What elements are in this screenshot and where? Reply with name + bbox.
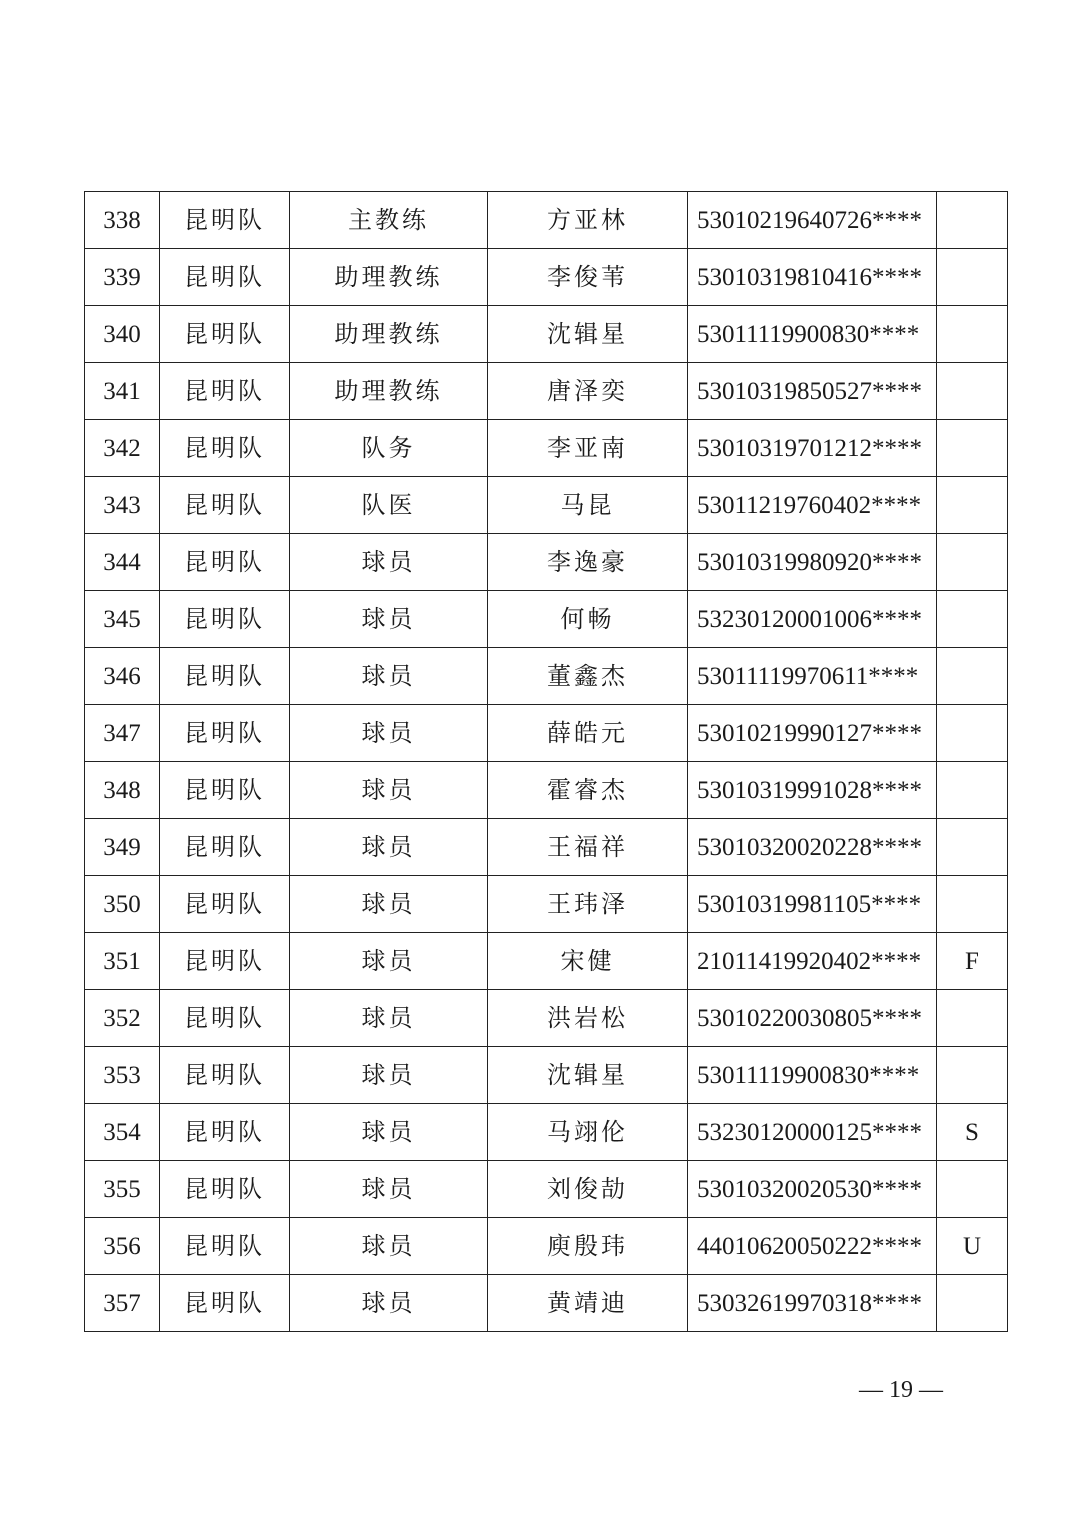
table-row [85, 591, 1008, 648]
remark-cell [937, 420, 1008, 477]
id-number-cell: 53230120000125**** [688, 1104, 937, 1161]
team-cell: 昆明队 [160, 192, 290, 249]
table-row [85, 876, 1008, 933]
id-number-cell: 21011419920402**** [688, 933, 937, 990]
team-cell: 昆明队 [160, 1104, 290, 1161]
table-row [85, 420, 1008, 477]
role-cell: 球员 [290, 1047, 488, 1104]
role-cell: 球员 [290, 762, 488, 819]
role-cell: 球员 [290, 648, 488, 705]
id-number-cell: 53010319981105**** [688, 876, 937, 933]
role-cell: 球员 [290, 1218, 488, 1275]
table-row [85, 1218, 1008, 1275]
team-cell: 昆明队 [160, 648, 290, 705]
table-row [85, 819, 1008, 876]
table-row [85, 990, 1008, 1047]
table-row [85, 1047, 1008, 1104]
team-cell: 昆明队 [160, 591, 290, 648]
role-cell: 球员 [290, 1275, 488, 1332]
person-name-cell: 董鑫杰 [488, 648, 688, 705]
team-cell: 昆明队 [160, 306, 290, 363]
row-number-cell: 354 [85, 1104, 160, 1161]
row-number-cell: 346 [85, 648, 160, 705]
id-number-cell: 44010620050222**** [688, 1218, 937, 1275]
remark-cell [937, 990, 1008, 1047]
row-number-cell: 351 [85, 933, 160, 990]
team-cell: 昆明队 [160, 990, 290, 1047]
role-cell: 球员 [290, 1161, 488, 1218]
team-cell: 昆明队 [160, 1161, 290, 1218]
remark-cell [937, 534, 1008, 591]
row-number-cell: 345 [85, 591, 160, 648]
id-number-cell: 53011119970611**** [688, 648, 937, 705]
table-row [85, 933, 1008, 990]
table-row [85, 477, 1008, 534]
remark-cell: U [937, 1218, 1008, 1275]
remark-cell: F [937, 933, 1008, 990]
row-number-cell: 352 [85, 990, 160, 1047]
team-cell: 昆明队 [160, 1275, 290, 1332]
row-number-cell: 348 [85, 762, 160, 819]
remark-cell [937, 192, 1008, 249]
person-name-cell: 马翊伦 [488, 1104, 688, 1161]
row-number-cell: 343 [85, 477, 160, 534]
team-cell: 昆明队 [160, 534, 290, 591]
remark-cell [937, 591, 1008, 648]
row-number-cell: 339 [85, 249, 160, 306]
table-row [85, 1161, 1008, 1218]
remark-cell [937, 1275, 1008, 1332]
remark-cell [937, 306, 1008, 363]
row-number-cell: 353 [85, 1047, 160, 1104]
team-cell: 昆明队 [160, 1047, 290, 1104]
team-cell: 昆明队 [160, 876, 290, 933]
table-row [85, 249, 1008, 306]
table-row [85, 363, 1008, 420]
page-number: — 19 — [859, 1377, 943, 1403]
person-name-cell: 何畅 [488, 591, 688, 648]
row-number-cell: 347 [85, 705, 160, 762]
row-number-cell: 342 [85, 420, 160, 477]
remark-cell [937, 1047, 1008, 1104]
remark-cell [937, 762, 1008, 819]
role-cell: 助理教练 [290, 249, 488, 306]
role-cell: 助理教练 [290, 363, 488, 420]
person-name-cell: 黄靖迪 [488, 1275, 688, 1332]
roster-body [85, 192, 1008, 1332]
row-number-cell: 357 [85, 1275, 160, 1332]
table-row [85, 306, 1008, 363]
role-cell: 球员 [290, 1104, 488, 1161]
person-name-cell: 李逸豪 [488, 534, 688, 591]
team-cell: 昆明队 [160, 363, 290, 420]
person-name-cell: 刘俊劼 [488, 1161, 688, 1218]
team-cell: 昆明队 [160, 1218, 290, 1275]
remark-cell: S [937, 1104, 1008, 1161]
remark-cell [937, 648, 1008, 705]
role-cell: 球员 [290, 933, 488, 990]
row-number-cell: 340 [85, 306, 160, 363]
table-row [85, 534, 1008, 591]
id-number-cell: 53010219640726**** [688, 192, 937, 249]
team-cell: 昆明队 [160, 420, 290, 477]
role-cell: 球员 [290, 990, 488, 1047]
team-cell: 昆明队 [160, 933, 290, 990]
person-name-cell: 薛皓元 [488, 705, 688, 762]
person-name-cell: 王福祥 [488, 819, 688, 876]
table-row [85, 1275, 1008, 1332]
person-name-cell: 宋健 [488, 933, 688, 990]
row-number-cell: 341 [85, 363, 160, 420]
table-row [85, 1104, 1008, 1161]
id-number-cell: 53011119900830**** [688, 1047, 937, 1104]
team-cell: 昆明队 [160, 705, 290, 762]
row-number-cell: 355 [85, 1161, 160, 1218]
row-number-cell: 350 [85, 876, 160, 933]
id-number-cell: 53010320020530**** [688, 1161, 937, 1218]
row-number-cell: 349 [85, 819, 160, 876]
team-cell: 昆明队 [160, 477, 290, 534]
person-name-cell: 王玮泽 [488, 876, 688, 933]
remark-cell [937, 819, 1008, 876]
person-name-cell: 沈辑星 [488, 1047, 688, 1104]
person-name-cell: 方亚林 [488, 192, 688, 249]
id-number-cell: 53010319980920**** [688, 534, 937, 591]
role-cell: 球员 [290, 534, 488, 591]
team-cell: 昆明队 [160, 249, 290, 306]
id-number-cell: 53230120001006**** [688, 591, 937, 648]
person-name-cell: 霍睿杰 [488, 762, 688, 819]
person-name-cell: 唐泽奕 [488, 363, 688, 420]
remark-cell [937, 705, 1008, 762]
role-cell: 主教练 [290, 192, 488, 249]
role-cell: 助理教练 [290, 306, 488, 363]
person-name-cell: 马昆 [488, 477, 688, 534]
role-cell: 球员 [290, 705, 488, 762]
role-cell: 球员 [290, 876, 488, 933]
person-name-cell: 沈辑星 [488, 306, 688, 363]
id-number-cell: 53011119900830**** [688, 306, 937, 363]
role-cell: 球员 [290, 819, 488, 876]
id-number-cell: 53010219990127**** [688, 705, 937, 762]
id-number-cell: 53010319850527**** [688, 363, 937, 420]
person-name-cell: 李俊苇 [488, 249, 688, 306]
team-cell: 昆明队 [160, 819, 290, 876]
row-number-cell: 344 [85, 534, 160, 591]
remark-cell [937, 249, 1008, 306]
roster-table [84, 191, 1008, 1332]
remark-cell [937, 876, 1008, 933]
table-row [85, 192, 1008, 249]
id-number-cell: 53011219760402**** [688, 477, 937, 534]
table-row [85, 648, 1008, 705]
person-name-cell: 庾殷玮 [488, 1218, 688, 1275]
id-number-cell: 53010319991028**** [688, 762, 937, 819]
person-name-cell: 洪岩松 [488, 990, 688, 1047]
row-number-cell: 356 [85, 1218, 160, 1275]
id-number-cell: 53010319810416**** [688, 249, 937, 306]
person-name-cell: 李亚南 [488, 420, 688, 477]
role-cell: 球员 [290, 591, 488, 648]
remark-cell [937, 477, 1008, 534]
row-number-cell: 338 [85, 192, 160, 249]
id-number-cell: 53010220030805**** [688, 990, 937, 1047]
table-row [85, 705, 1008, 762]
id-number-cell: 53010320020228**** [688, 819, 937, 876]
id-number-cell: 53010319701212**** [688, 420, 937, 477]
remark-cell [937, 363, 1008, 420]
id-number-cell: 53032619970318**** [688, 1275, 937, 1332]
role-cell: 队医 [290, 477, 488, 534]
role-cell: 队务 [290, 420, 488, 477]
remark-cell [937, 1161, 1008, 1218]
team-cell: 昆明队 [160, 762, 290, 819]
table-row [85, 762, 1008, 819]
